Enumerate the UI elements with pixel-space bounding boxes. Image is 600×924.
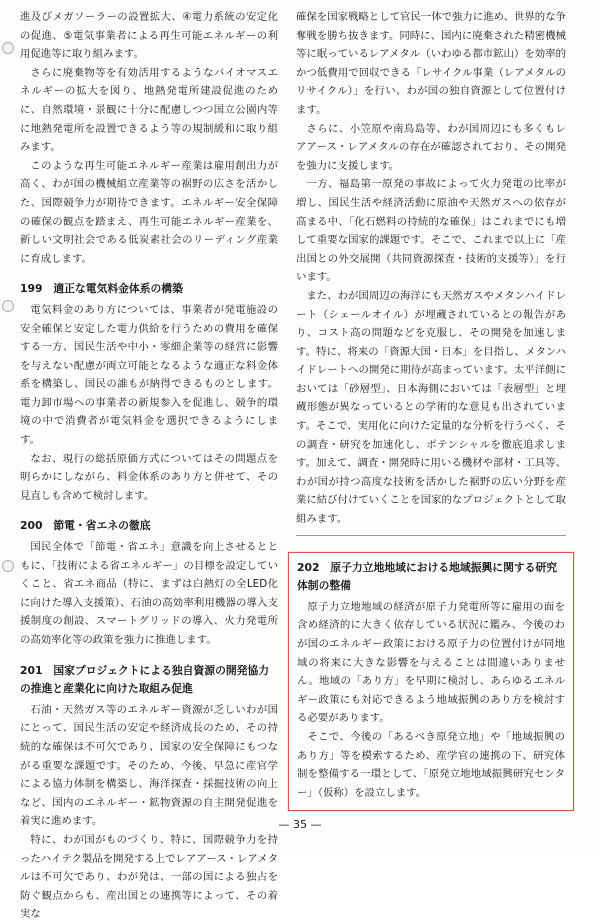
paragraph: さらに、小笠原や南鳥島等、わが国周辺にも多くもレアアース・レアメタルの存在が確認されており、その開発を強力に支援します。	[296, 122, 566, 172]
section-heading-199: 199 適正な電気料金体系の構築	[20, 282, 183, 296]
upper-section	[296, 8, 566, 536]
paragraph: 一方、福島第一原発の事故によって火力発電の比率が増し、国民生活や経済活動に原油や天然ガスへの依存が高まる中、「化石燃料の持続的な確保」はこれまでにも増して重要な国家的課題です。そこで、これまで以上に「産出国との外交展開（共同資源探査・技術的支援等）」を行います。	[296, 178, 566, 284]
paragraph: 国民全体で「節電・省エネ」意識を向上させるとともに、「技術による省エネルギー」の目標を設定していくこと、省エネ商品（特に、まずは白熱灯の全LED化に向けた導入支援策）、石油の高効率利用機器の導入支援制度の創設、スマートグリッドの導入、火力発電所の高効率化等の政策を強力に推進します。	[20, 541, 278, 646]
punch-hole	[2, 300, 14, 312]
left-column	[20, 8, 278, 924]
paragraph: 特に、わが国がものづくり、特に、国際競争力を持ったハイテク製品を開発する上でレアアース・レアメタルは不可欠であり、わが発は、一部の国による独占を防ぐ観点からも、産出国との連携等によって、その着実な	[20, 833, 278, 921]
punch-hole	[2, 560, 14, 572]
paragraph: そこで、今後の「あるべき原発立地」や「地域振興のあり方」等を模索するため、産学官の連携の下、研究体制を整備する一環として、「原発立地地域振興研究センター」（仮称）を設立します。	[297, 730, 565, 799]
paragraph: 石油・天然ガス等のエネルギー資源が乏しいわが国にとって、国民生活の安定や経済成長のため、その持続的な確保は不可欠であり、国家の安全保障にもつながる重要な課題です。そのため、今後、早急に産官学による協力体制を構築し、海洋探査・採掘技術の向上など、国内のエネルギー・鉱物資源の自主開発促進を着実に進めます。	[20, 703, 278, 828]
right-column	[296, 8, 566, 811]
section-202-box	[288, 552, 574, 812]
paragraph: 進及びメガソーラーの設置拡大、④電力系統の安定化の促進、⑤電気事業者による再生可能エネルギーの利用促進等に取り組みます。	[20, 11, 278, 61]
paragraph: 確保を国家戦略として官民一体で強力に進め、世界的な争奪戦を勝ち抜きます。同時に、国内に廃棄された精密機械等に眠っているレアメタル（いわゆる都市鉱山）を効率的かつ低費用で回収できる「レサイクル事業（レアメタルのリサイクル）」を行い、わが国の独自資源として位置付けます。	[296, 11, 566, 116]
paragraph: さらに廃棄物等を有効活用するようなバイオマスエネルギーの拡大を図り、地熱発電所建設促進のために、自然環境・景観に十分に配慮しつつ国立公園内等に地熱発電所を設置できるよう等の規制緩和に取り組みます。	[20, 66, 278, 154]
page-number: — 35 —	[278, 818, 322, 831]
punch-hole	[2, 42, 14, 54]
section-heading-202: 202 原子力立地地域における地域振興に関する研究体制の整備	[297, 560, 558, 593]
paragraph: 原子力立地地域の経済が原子力発電所等に雇用の面を含め経済的に大きく依存している状況に鑑み、今後のわが国のエネルギー政策における原子力の位置付けが同地域の将来に大きな影響を与えることは間違いありません。地域の「あり方」を早期に検討し、あらゆるエネルギー政策にも対応できるよう地域振興のあり方を検討する必要があります。	[297, 600, 565, 725]
paragraph: また、わが国周辺の海洋にも天然ガスやメタンハイドレート（シェールオイル）が埋蔵されているとの報告があり、コスト高の問題などを克服し、その開発を加速します。特に、将来の「資源大国・日本」を目指し、メタンハイドレートへの開発に期待が高まっています。太平洋側においては「砂層型」、日本海側においては「表層型」と埋蔵形態が異なっているとの学術的な意見も出されています。そこで、実用化に向けた定量的な分析を行うべく、その調査・研究を加速化し、ポテンシャルを徹底追求します。加えて、調査・開発時に用いる機材や部材・工具等、わが国が持つ高度な技術を活かした裾野の広い分野を産業に結び付けていくことを国家的なプロジェクトとして取組みます。	[296, 289, 566, 526]
paragraph: このような再生可能エネルギー産業は雇用創出力が高く、わが国の機械組立産業等の裾野の広さを活かした、国際競争力が期待できます。エネルギー安全保障の確保の観点を踏まえ、再生可能エネルギー産業を、新しい文明社会である低炭素社会のリーディング産業に育成します。	[20, 159, 278, 265]
paragraph: 電気料金のあり方については、事業者が発電施設の安全確保と安定した電力供給を行うための費用を確保する一方、国民生活や中小・零細企業等の経営に影響を与えない配慮が両立可能となるような適正な料金体系を構築し、国民の誰もが納得できるものとします。電力卸市場への事業者の新規参入を促進し、競争的環境の中で消費者が電気料金を選択できるようにします。	[20, 303, 278, 447]
section-heading-200: 200 節電・省エネの徹底	[20, 519, 151, 533]
section-heading-201: 201 国家プロジェクトによる独自資源の開発協力の推進と産業化に向けた取組み促進	[20, 663, 270, 696]
paragraph: なお、現行の総括原価方式についてはその問題点を明らかにしながら、料金体系のあり方と併せて、その見直しも含めて検討します。	[20, 452, 278, 502]
